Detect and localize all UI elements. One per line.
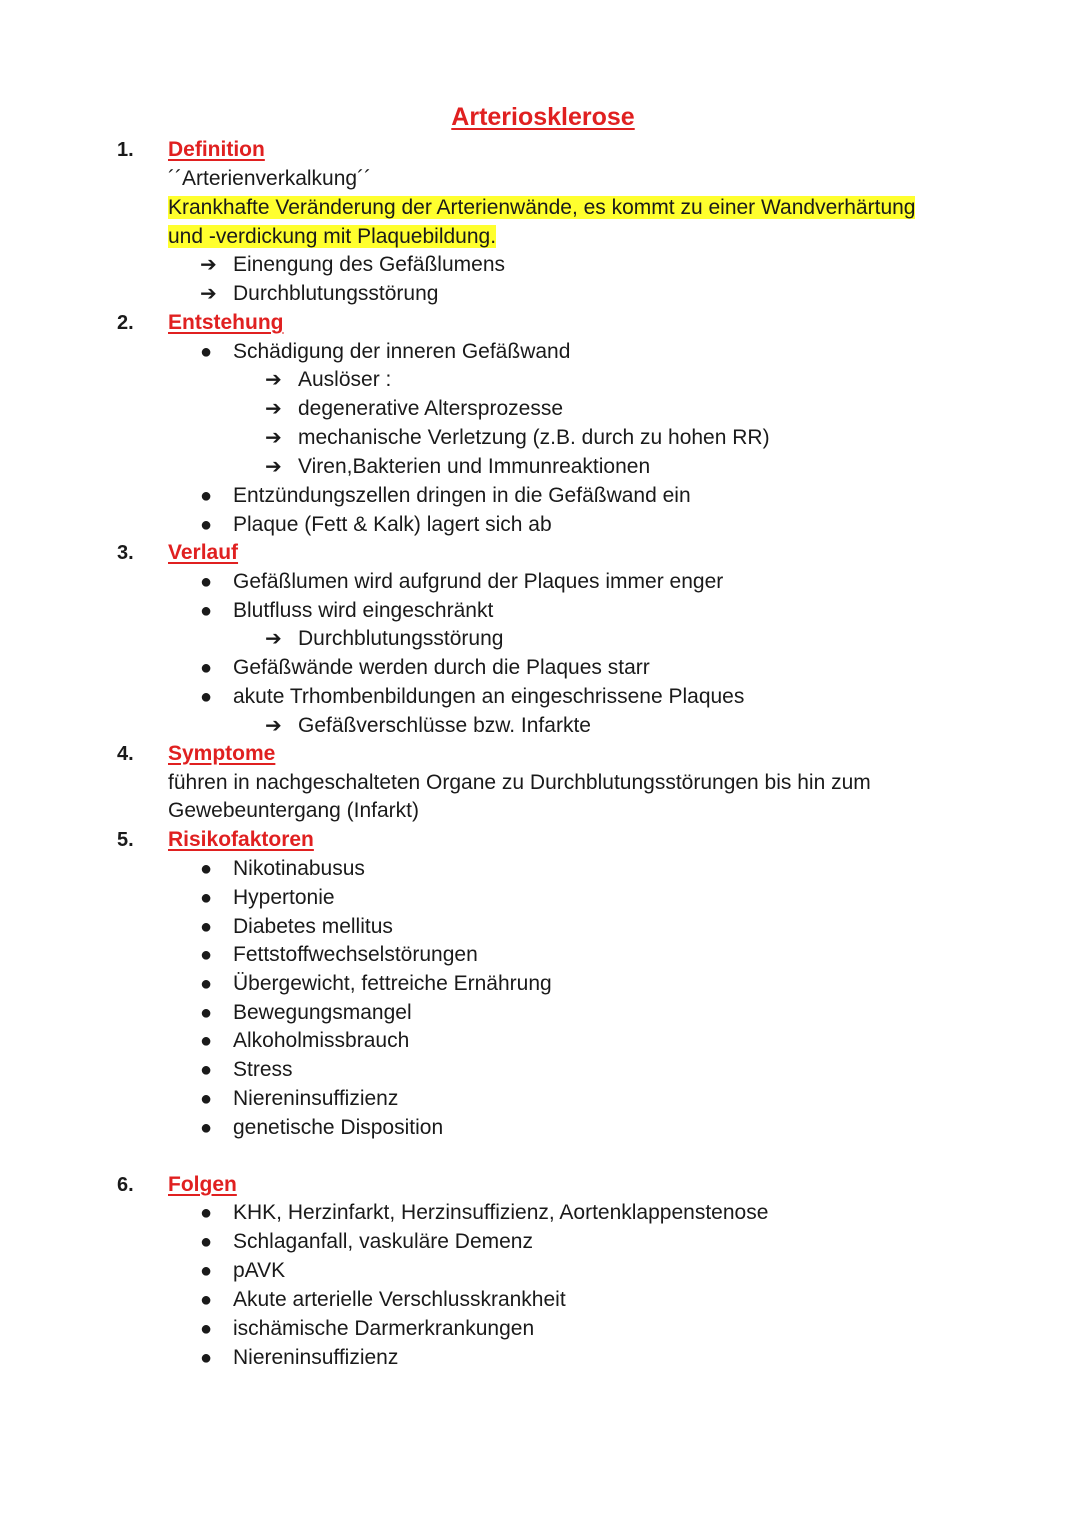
bullet-icon: ● [200, 571, 213, 593]
list-item: Nikotinabusus [233, 857, 365, 880]
section-heading-folgen: Folgen [168, 1173, 237, 1196]
bullet-icon: ● [200, 657, 213, 679]
section-heading-symptome: Symptome [168, 742, 276, 765]
bullet-icon: ● [200, 973, 213, 995]
list-item: Gefäßwände werden durch die Plaques starr [233, 656, 650, 679]
list-item: Durchblutungsstörung [233, 282, 439, 305]
section-number: 4. [117, 743, 134, 765]
list-item: Blutfluss wird eingeschränkt [233, 599, 494, 622]
highlighted-definition-line: und -verdickung mit Plaquebildung. [168, 225, 497, 248]
list-item: degenerative Altersprozesse [298, 397, 563, 420]
bullet-icon: ● [200, 341, 213, 363]
list-item: Einengung des Gefäßlumens [233, 253, 506, 276]
bullet-icon: ● [200, 1059, 213, 1081]
list-item: Hypertonie [233, 886, 335, 909]
section-number: 1. [117, 139, 134, 161]
section-heading-definition: Definition [168, 138, 265, 161]
list-item: Durchblutungsstörung [298, 627, 504, 650]
section-heading-verlauf: Verlauf [168, 541, 239, 564]
bullet-icon: ● [200, 887, 213, 909]
paragraph-line: Gewebeuntergang (Infarkt) [168, 799, 419, 822]
arrow-icon: ➔ [265, 369, 282, 391]
bullet-icon: ● [200, 1117, 213, 1139]
bullet-icon: ● [200, 1030, 213, 1052]
arrow-icon: ➔ [265, 628, 282, 650]
bullet-icon: ● [200, 916, 213, 938]
list-item: genetische Disposition [233, 1116, 444, 1139]
arrow-icon: ➔ [265, 427, 282, 449]
section-number: 2. [117, 312, 134, 334]
list-item: Fettstoffwechselstörungen [233, 943, 478, 966]
list-item: Niereninsuffizienz [233, 1346, 399, 1369]
bullet-icon: ● [200, 514, 213, 536]
list-item: pAVK [233, 1259, 286, 1282]
arrow-icon: ➔ [200, 254, 217, 276]
bullet-icon: ● [200, 1260, 213, 1282]
section-number: 6. [117, 1174, 134, 1196]
list-item: Diabetes mellitus [233, 915, 393, 938]
paragraph-line: führen in nachgeschalteten Organe zu Durchblutungsstörungen bis hin zum [168, 771, 871, 794]
section-number: 5. [117, 829, 134, 851]
bullet-icon: ● [200, 485, 213, 507]
list-item: Bewegungsmangel [233, 1001, 412, 1024]
highlighted-definition-line: Krankhafte Veränderung der Arterienwände, es kommt zu einer Wandverhärtung [168, 196, 916, 219]
list-item: Plaque (Fett & Kalk) lagert sich ab [233, 513, 552, 536]
list-item: ischämische Darmerkrankungen [233, 1317, 535, 1340]
bullet-icon: ● [200, 1231, 213, 1253]
list-item: Entzündungszellen dringen in die Gefäßwand ein [233, 484, 691, 507]
page-title: Arteriosklerose [451, 103, 635, 131]
bullet-icon: ● [200, 1347, 213, 1369]
bullet-icon: ● [200, 600, 213, 622]
section-heading-risikofaktoren: Risikofaktoren [168, 828, 314, 851]
list-item: Gefäßlumen wird aufgrund der Plaques immer enger [233, 570, 724, 593]
list-item: Viren,Bakterien und Immunreaktionen [298, 455, 651, 478]
list-item: Alkoholmissbrauch [233, 1029, 410, 1052]
arrow-icon: ➔ [265, 398, 282, 420]
bullet-icon: ● [200, 1318, 213, 1340]
list-item: Niereninsuffizienz [233, 1087, 399, 1110]
bullet-icon: ● [200, 1202, 213, 1224]
bullet-icon: ● [200, 1289, 213, 1311]
list-item: KHK, Herzinfarkt, Herzinsuffizienz, Aortenklappenstenose [233, 1201, 769, 1224]
section-heading-entstehung: Entstehung [168, 311, 284, 334]
arrow-icon: ➔ [265, 456, 282, 478]
arrow-icon: ➔ [265, 715, 282, 737]
section-number: 3. [117, 542, 134, 564]
list-item: Gefäßverschlüsse bzw. Infarkte [298, 714, 591, 737]
list-item: Schädigung der inneren Gefäßwand [233, 340, 571, 363]
list-item: Übergewicht, fettreiche Ernährung [233, 972, 552, 995]
list-item: Schlaganfall, vaskuläre Demenz [233, 1230, 533, 1253]
bullet-icon: ● [200, 944, 213, 966]
bullet-icon: ● [200, 686, 213, 708]
list-item: mechanische Verletzung (z.B. durch zu hohen RR) [298, 426, 770, 449]
bullet-icon: ● [200, 1002, 213, 1024]
list-item: akute Trhombenbildungen an eingeschrissene Plaques [233, 685, 745, 708]
bullet-icon: ● [200, 858, 213, 880]
arrow-icon: ➔ [200, 283, 217, 305]
list-item: Akute arterielle Verschlusskrankheit [233, 1288, 566, 1311]
bullet-icon: ● [200, 1088, 213, 1110]
definition-quote: ´´Arterienverkalkung´´ [168, 167, 372, 190]
list-item: Auslöser : [298, 368, 392, 391]
list-item: Stress [233, 1058, 293, 1081]
